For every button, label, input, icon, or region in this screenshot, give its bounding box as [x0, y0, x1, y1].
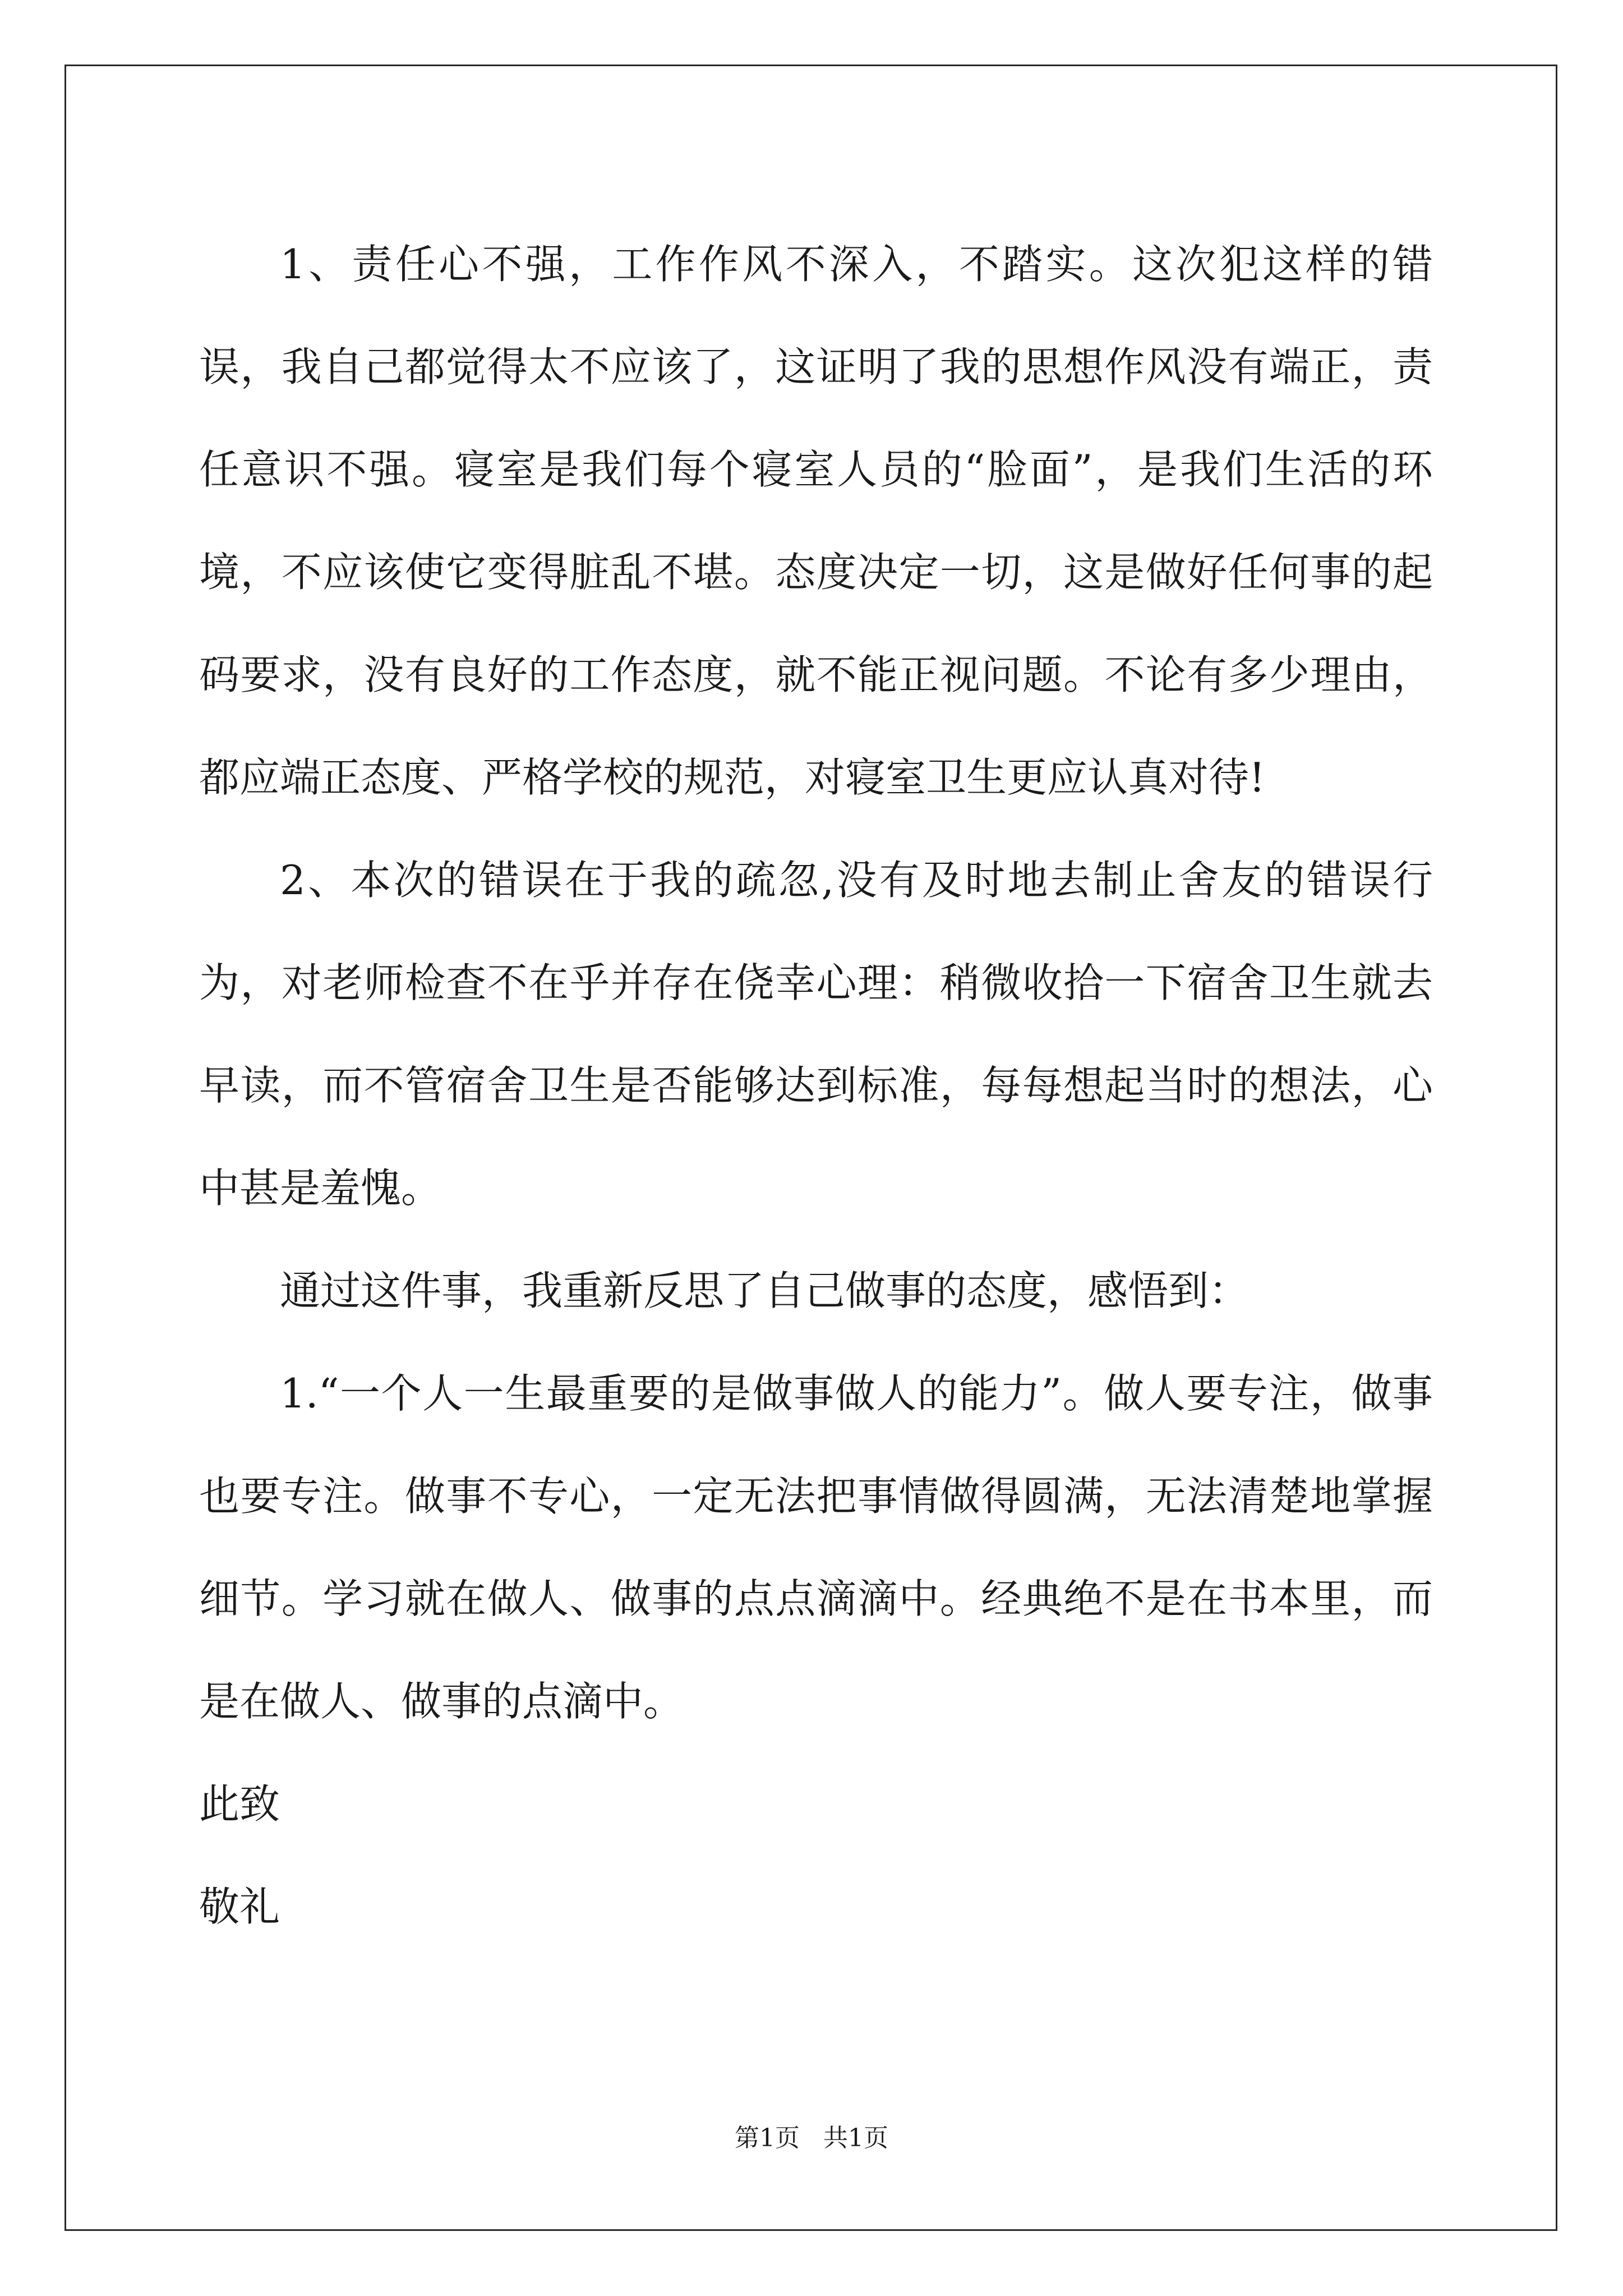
closing-regards: 敬礼	[199, 1883, 280, 1930]
closing-salutation: 此致	[199, 1780, 280, 1828]
paragraph-3: 通过这件事，我重新反思了自己做事的态度，感悟到：	[280, 1267, 1249, 1314]
paragraph-1: 1、责任心不强，工作作风不深入，不踏实。这次犯这样的错误，我自己都觉得太不应该了，这证明了我的思想作风没有端正，责任意识不强。寝室是我们每个寝室人员的“脸面”，是我们生活的环境，不应该使它变得脏乱不堪。态度决定一切，这是做好任何事的起码要求，没有良好的工作态度，就不能正视问题。不论有多少理由，都应端正态度、严格学校的规范，对寝室卫生更应认真对待!	[199, 241, 1433, 801]
page-number-footer: 第1页 共1页	[735, 2124, 888, 2152]
paragraph-4: 1.“一个人一生最重要的是做事做人的能力”。做人要专注，做事也要专注。做事不专心，一定无法把事情做得圆满，无法清楚地掌握细节。学习就在做人、做事的点点滴滴中。经典绝不是在书本里，而是在做人、做事的点滴中。	[199, 1370, 1433, 1725]
paragraph-2: 2、本次的错误在于我的疏忽,没有及时地去制止舍友的错误行为，对老师检查不在乎并存在侥幸心理：稍微收拾一下宿舍卫生就去早读，而不管宿舍卫生是否能够达到标准，每每想起当时的想法，心中甚是羞愧。	[199, 857, 1433, 1212]
letter-body	[199, 213, 1433, 1958]
